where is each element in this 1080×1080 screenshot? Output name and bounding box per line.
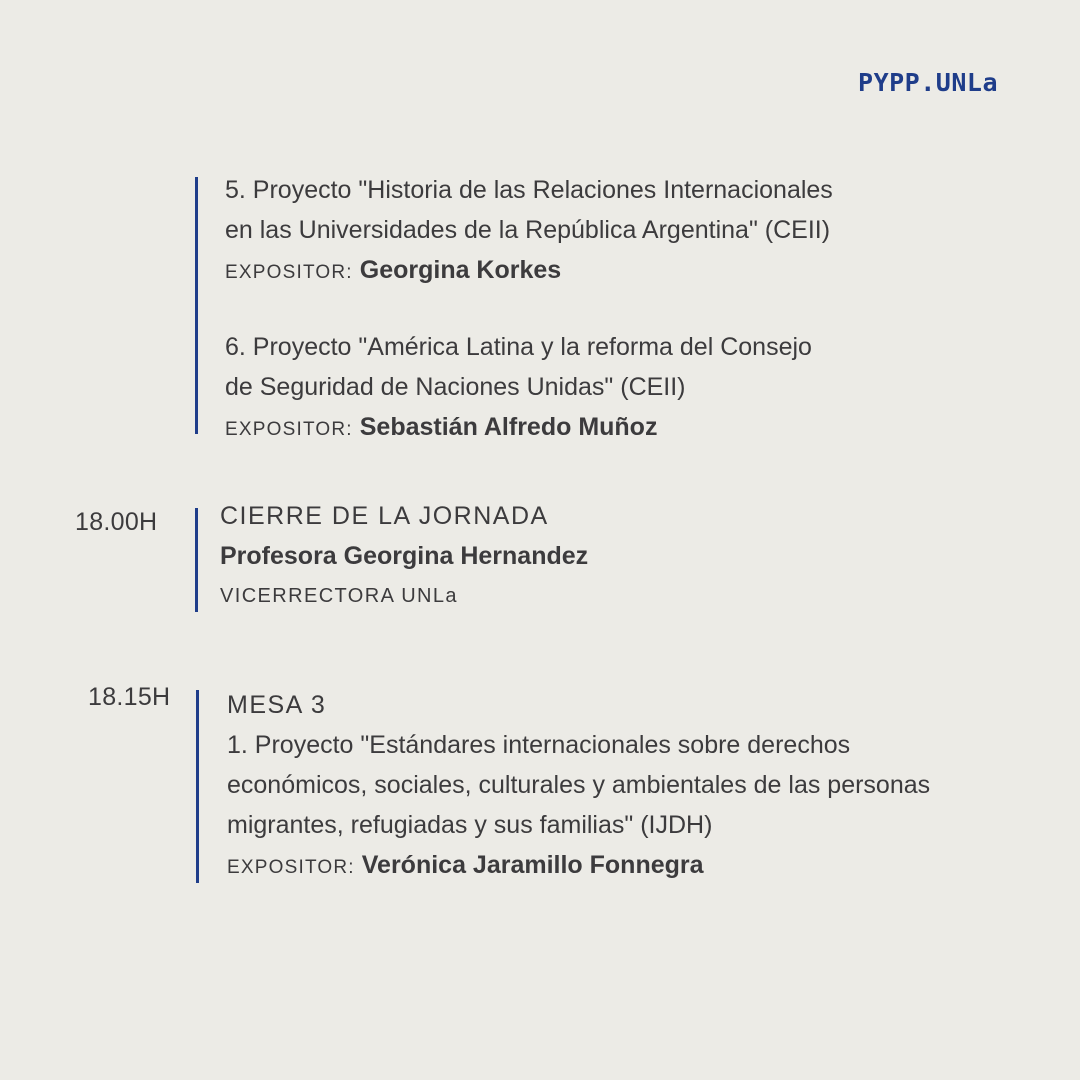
session-heading: CIERRE DE LA JORNADA	[220, 502, 549, 530]
expositor-name: Verónica Jaramillo Fonnegra	[361, 851, 704, 879]
project-title-line: 1. Proyecto "Estándares internacionales sobre derechos	[227, 731, 851, 759]
project-item-6	[225, 327, 833, 450]
project-title-line: económicos, sociales, culturales y ambientales de las personas	[227, 771, 931, 799]
schedule-time: 18.15H	[88, 683, 171, 711]
speaker-name: Profesora Georgina Hernandez	[220, 542, 589, 570]
project-title-line: 5. Proyecto "Historia de las Relaciones Internacionales	[225, 176, 833, 204]
projects-block	[195, 176, 833, 441]
project-title-line: en las Universidades de la República Argentina" (CEII)	[225, 216, 831, 244]
project-title-line: 6. Proyecto "América Latina y la reforma del Consejo	[225, 333, 812, 361]
project-item-5	[225, 170, 833, 293]
project-title-line: migrantes, refugiadas y sus familias" (IJDH)	[227, 811, 713, 839]
expositor-row	[225, 407, 833, 450]
expositor-row	[225, 250, 833, 293]
schedule-time: 18.00H	[75, 508, 158, 536]
expositor-name: Sebastián Alfredo Muñoz	[359, 413, 658, 441]
session-heading: MESA 3	[227, 691, 327, 719]
brand-logo: PYPP.UNLa	[858, 68, 998, 97]
mesa-3-block	[196, 690, 930, 883]
speaker-role: VICERRECTORA UNLa	[220, 585, 458, 607]
expositor-label: EXPOSITOR:	[227, 857, 355, 878]
expositor-label: EXPOSITOR:	[225, 419, 353, 440]
expositor-name: Georgina Korkes	[359, 256, 562, 284]
closing-block	[195, 502, 589, 612]
expositor-row	[227, 845, 930, 888]
project-title-line: de Seguridad de Naciones Unidas" (CEII)	[225, 373, 686, 401]
expositor-label: EXPOSITOR:	[225, 262, 353, 283]
